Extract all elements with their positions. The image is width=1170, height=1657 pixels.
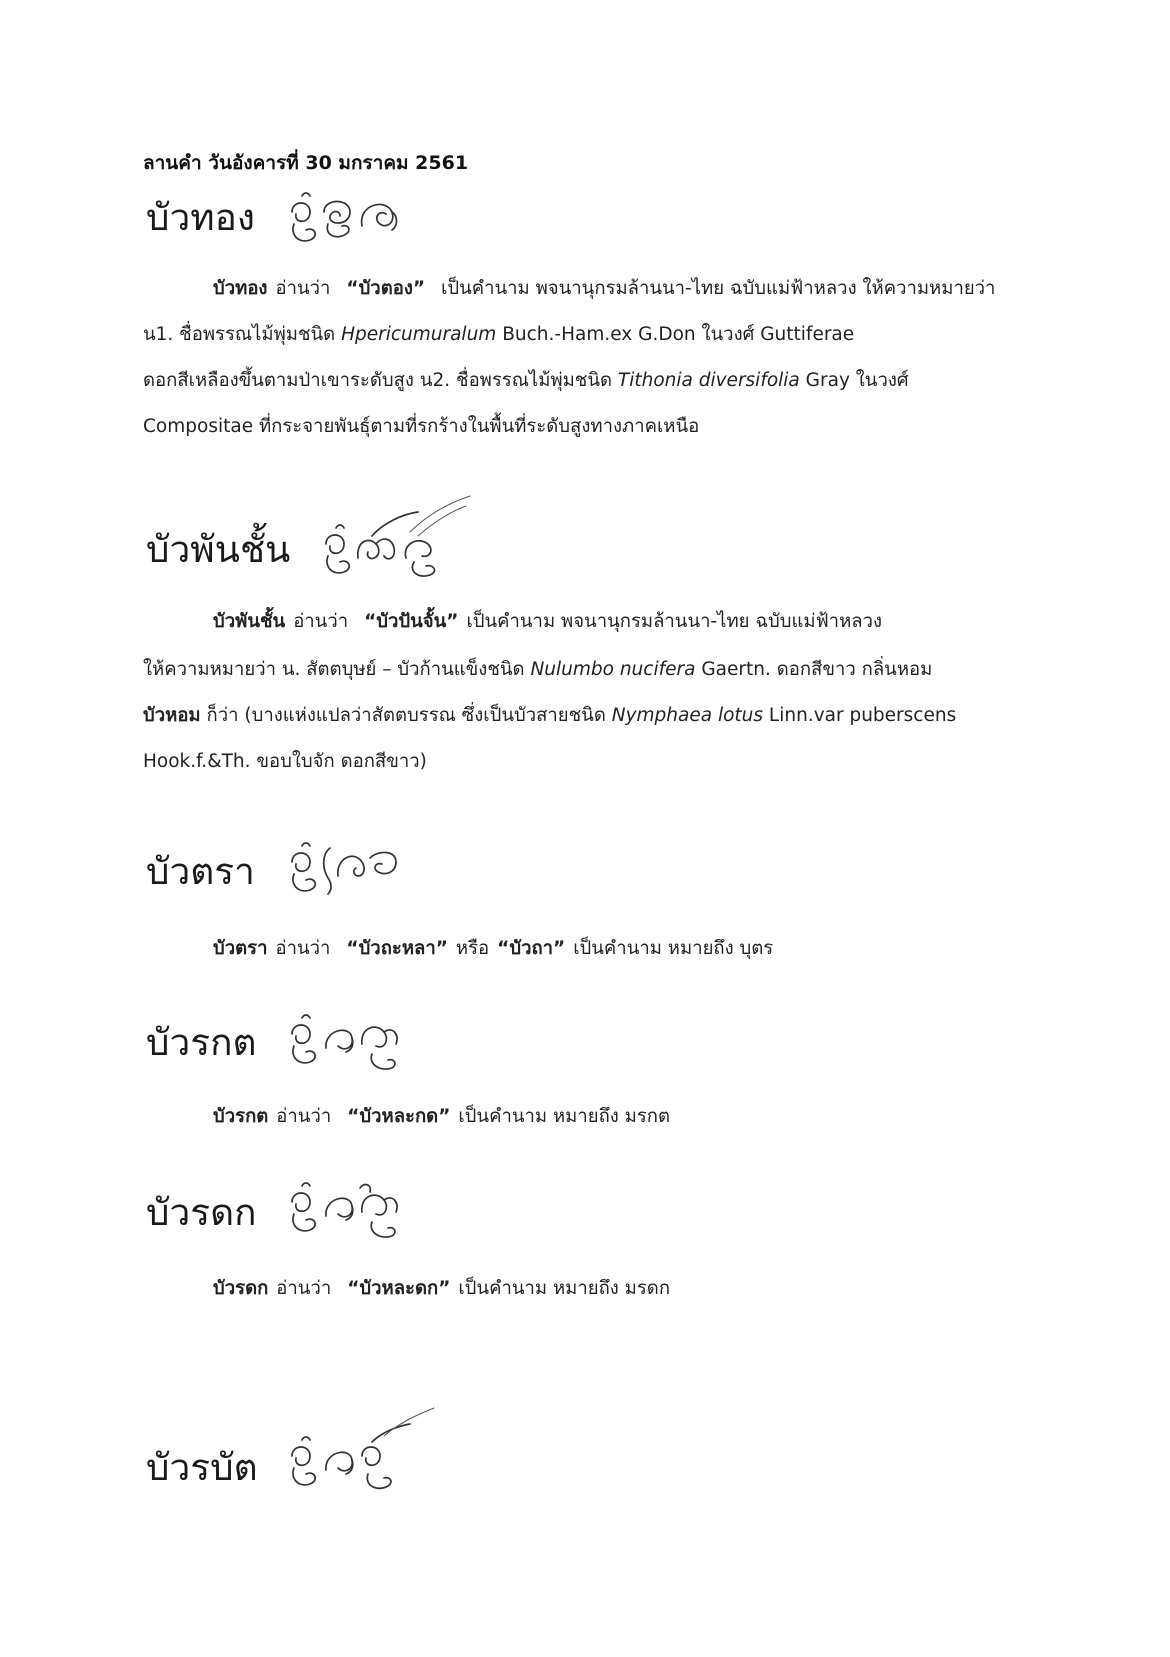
page-header: ลานคำ วันอังคารที่ 30 มกราคม 2561 [143,152,469,174]
pronunciation: “บัวตอง” [346,278,426,299]
scientific-name: Nymphaea lotus [611,705,764,726]
scientific-name: Nulumbo nucifera [530,659,696,680]
read-as-label: อ่านว่า [275,938,331,959]
definition-text: เป็นคำนาม หมายถึง มรดก [458,1278,671,1299]
definition-text: ก็ว่า (บางแห่งแปลว่าสัตตบรรณ ซึ่งเป็นบัวสายชนิด [200,705,612,726]
entry-definition-line [143,320,854,349]
entry-term: บัวรกต [213,1106,269,1127]
read-as-label: อ่านว่า [276,1278,332,1299]
entry-definition-line [143,701,956,730]
read-as-label: อ่านว่า [275,278,331,299]
pronunciation: “บัวถา” [497,938,566,959]
definition-text: น1. ชื่อพรรณไม้พุ่มชนิด [143,324,342,345]
definition-text: Gray ในวงศ์ [799,370,909,391]
pronunciation: “บัวหละกด” [347,1106,451,1127]
entry-heading-thai: บัวพันชั้น [146,528,291,571]
entry-heading-thai: บัวรบัต [146,1446,258,1489]
lanna-script-glyph [288,1176,418,1242]
entry-definition-line [143,655,932,684]
definition-text: Gaertn. ดอกสีขาว กลิ่นหอม [695,659,933,680]
entry-heading-thai: บัวรกต [146,1021,257,1064]
definition-text: Buch.-Ham.ex G.Don ในวงศ์ Guttiferae [496,324,855,345]
definition-text: เป็นคำนาม พจนานุกรมล้านนา-ไทย ฉบับแม่ฟ้าหลวง ให้ความหมายว่า [441,278,996,299]
pronunciation: “บัวปันจั้น” [364,611,459,632]
entry-definition-line [213,274,995,303]
entry-heading-thai: บัวรดก [146,1191,257,1234]
definition-text: หรือ [455,938,490,959]
lanna-script-glyph [322,492,472,582]
definition-text: เป็นคำนาม หมายถึง บุตร [573,938,774,959]
definition-text: Hook.f.&Th. ขอบใบจัก ดอกสีขาว) [143,751,427,772]
read-as-label: อ่านว่า [276,1106,332,1127]
lanna-script-glyph [288,1010,418,1076]
entry-definition-line [213,1102,670,1131]
read-as-label: อ่านว่า [293,611,349,632]
pronunciation: “บัวถะหลา” [346,938,448,959]
entry-definition-line [213,1274,670,1303]
definition-text: ให้ความหมายว่า น. สัตตบุษย์ – บัวก้านแข็งชนิด [143,659,531,680]
definition-text: Compositae ที่กระจายพันธุ์ตามที่รกร้างในพื้นที่ระดับสูงทางภาคเหนือ [143,416,700,437]
entry-term: บัวหอม [143,705,201,726]
entry-heading-thai: บัวทอง [146,196,255,239]
entry-definition-line [143,366,909,395]
entry-definition-line [143,747,427,776]
scientific-name: Tithonia diversifolia [617,370,800,391]
scientific-name: Hpericumuralum [341,324,497,345]
lanna-script-glyph [288,1406,438,1496]
lanna-script-glyph [288,838,418,900]
definition-text: เป็นคำนาม หมายถึง มรกต [458,1106,671,1127]
entry-definition-line [143,412,699,441]
definition-text: ดอกสีเหลืองขึ้นตามป่าเขาระดับสูง น2. ชื่อพรรณไม้พุ่มชนิด [143,370,618,391]
entry-term: บัวรดก [213,1278,269,1299]
entry-term: บัวทอง [213,278,268,299]
entry-definition-line [213,607,882,636]
lanna-script-glyph [288,190,418,250]
entry-term: บัวตรา [213,938,268,959]
definition-text: เป็นคำนาม พจนานุกรมล้านนา-ไทย ฉบับแม่ฟ้าหลวง [466,611,883,632]
entry-term: บัวพันชั้น [213,611,286,632]
pronunciation: “บัวหละดก” [347,1278,451,1299]
entry-heading-thai: บัวตรา [146,850,255,893]
entry-definition-line [213,934,773,963]
definition-text: Linn.var puberscens [763,705,957,726]
